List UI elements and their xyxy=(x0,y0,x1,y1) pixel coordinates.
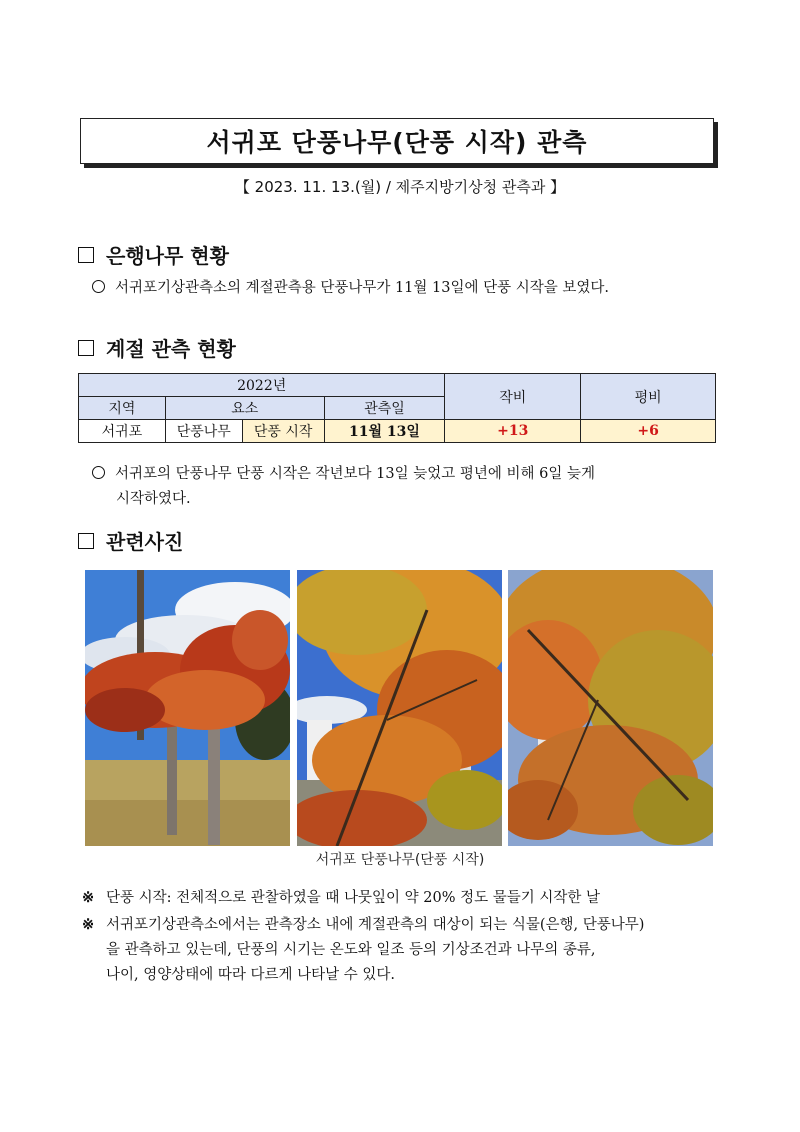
note-1 xyxy=(82,885,600,911)
vs-normal-header-cell: 평비 xyxy=(581,374,716,420)
maple-photo-2 xyxy=(297,570,502,846)
table-row xyxy=(79,420,716,443)
note-marker: ※ xyxy=(82,916,95,933)
maple-photo-3 xyxy=(508,570,713,846)
comparison-line-2: 시작하였다. xyxy=(116,491,191,507)
section-heading-text: 관련사진 xyxy=(106,530,184,554)
plant-cell: 단풍나무 xyxy=(165,420,242,443)
document-title-text: 서귀포 단풍나무(단풍 시작) 관측 xyxy=(206,128,588,157)
document-title xyxy=(80,118,714,164)
section-heading-photos xyxy=(78,526,183,555)
note-marker: ※ xyxy=(82,889,95,906)
square-bullet-icon xyxy=(78,247,94,263)
element-header-cell: 요소 xyxy=(165,397,324,420)
circle-bullet-icon xyxy=(92,466,105,479)
note-2-line-3: 나이, 영양상태에 따라 다르게 나타날 수 있다. xyxy=(106,967,395,983)
vs-last-year-header-cell: 작비 xyxy=(445,374,581,420)
photo-strip xyxy=(85,570,713,846)
comparison-line-1: 서귀포의 단풍나무 단풍 시작은 작년보다 13일 늦었고 평년에 비해 6일 늦게 xyxy=(115,466,595,482)
date-header-cell: 관측일 xyxy=(324,397,445,420)
section-heading-ginkgo xyxy=(78,240,229,269)
vs-normal-cell: +6 xyxy=(581,420,716,443)
maple-photo-1 xyxy=(85,570,290,846)
vs-last-year-cell: +13 xyxy=(445,420,581,443)
note-2-line-1: 서귀포기상관측소에서는 관측장소 내에 계절관측의 대상이 되는 식물(은행, 단풍나무) xyxy=(106,917,645,933)
section-heading-text: 은행나무 현황 xyxy=(106,244,229,268)
observation-table xyxy=(78,373,716,443)
note-2-line-2: 을 관측하고 있는데, 단풍의 시기는 온도와 일조 등의 기상조건과 나무의 종류, xyxy=(106,942,596,958)
region-header-cell: 지역 xyxy=(79,397,166,420)
status-paragraph-text: 서귀포기상관측소의 계절관측용 단풍나무가 11월 13일에 단풍 시작을 보였다. xyxy=(115,280,609,296)
year-header-cell: 2022년 xyxy=(79,374,445,397)
table-row xyxy=(79,374,716,397)
section-heading-seasonal xyxy=(78,333,236,362)
section-heading-text: 계절 관측 현황 xyxy=(106,337,236,361)
photo-caption: 서귀포 단풍나무(단풍 시작) xyxy=(315,852,485,868)
document-subtitle: 【 2023. 11. 13.(월) / 제주지방기상청 관측과 】 xyxy=(234,178,566,196)
square-bullet-icon xyxy=(78,340,94,356)
date-cell: 11월 13일 xyxy=(324,420,445,443)
square-bullet-icon xyxy=(78,533,94,549)
note-2 xyxy=(82,912,644,988)
phase-cell: 단풍 시작 xyxy=(242,420,324,443)
status-paragraph xyxy=(92,276,609,301)
circle-bullet-icon xyxy=(92,280,105,293)
comparison-paragraph xyxy=(92,462,732,512)
region-cell: 서귀포 xyxy=(79,420,166,443)
note-1-text: 단풍 시작: 전체적으로 관찰하였을 때 나뭇잎이 약 20% 정도 물들기 시작한 날 xyxy=(106,890,601,906)
